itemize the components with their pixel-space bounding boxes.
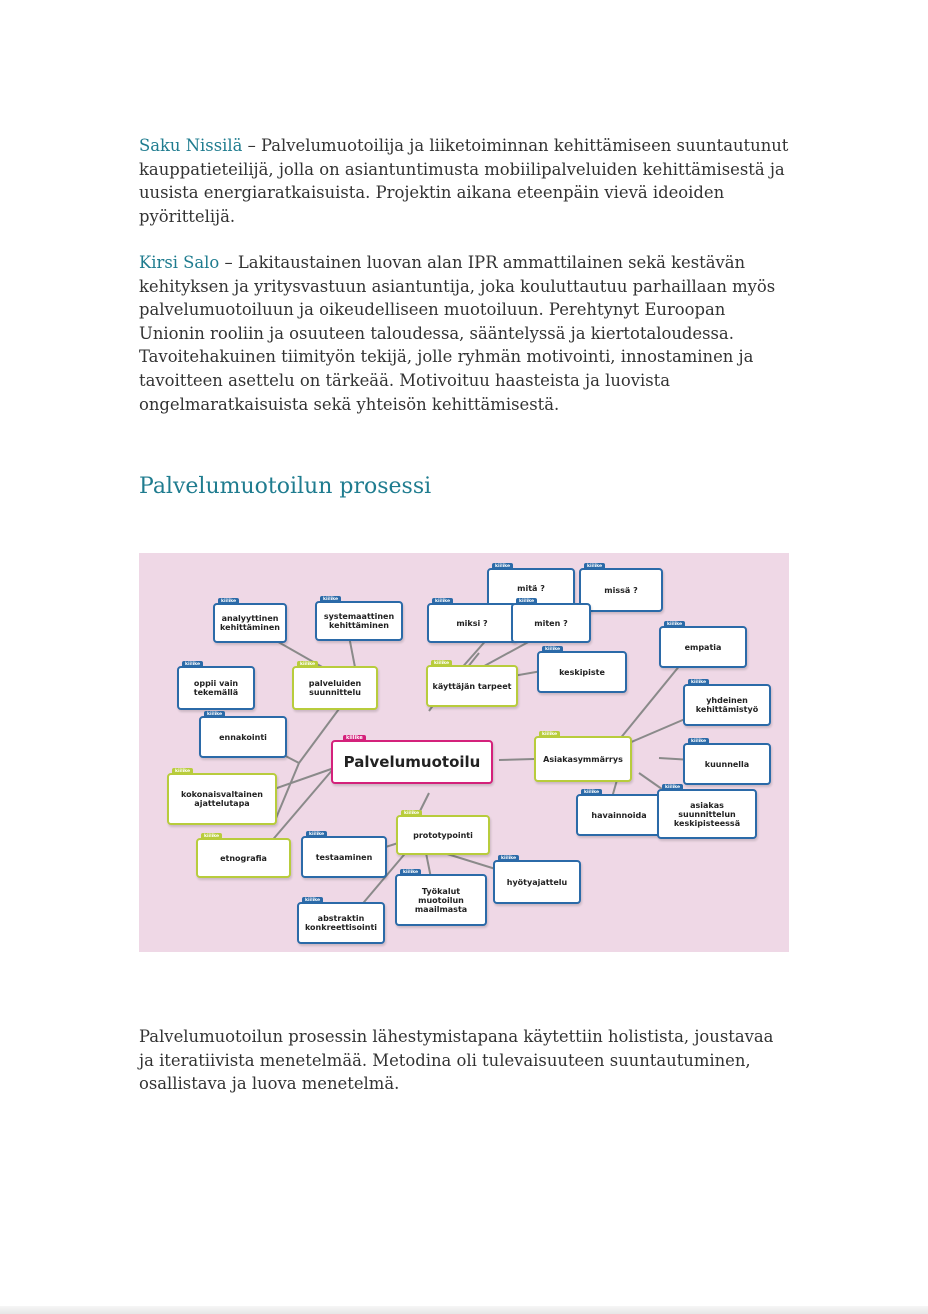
node-label: analyyttinen kehittäminen [220,614,280,632]
node-ennakointi [199,712,287,758]
node-tag: kiilike [688,738,709,745]
node-label: oppii vain tekemällä [193,679,239,697]
bio-text: – Palvelumuotoilija ja liiketoiminnan kehittämiseen suuntautunut kauppatieteilijä, jolla on asiantuntimusta mobiilipalveluiden kehittämisestä ja uusista energiaratkaisuista. Projektin aikana eteenpäin vievä ideoiden pyörittelijä. [139,136,789,226]
bio-name: Kirsi Salo [139,253,220,272]
node-kokonaisvaltainen [167,769,277,825]
bio-text: – Lakitaustainen luovan alan IPR ammattilainen sekä kestävän kehityksen ja yritysvastuun asiantuntija, joka kouluttautuu parhaillaan myös palvelumuotoiluun ja oikeudelliseen muotoiluun. Perehtynyt Euroopan Unionin rooliin ja osuuteen taloudessa, sääntelyssä ja kiertotaloudessa. Tavoitehakuinen tiimityön tekijä, jolle ryhmän motivointi, innostaminen ja tavoitteen asettelu on tärkeää. Motivoituu haasteista ja luovista ongelmaratkaisuista sekä yhteisön kehittämisestä. [139,253,776,414]
node-empatia [659,622,747,668]
node-label: asiakas suunnittelun keskipisteessä [673,800,741,828]
node-tag: kiilike [320,596,341,603]
node-tag: kiilike [498,855,519,862]
node-tag: kiilike [306,831,327,838]
node-tag: kiilike [204,711,225,718]
node-label: Työkalut muotoilun maailmasta [414,886,468,914]
node-asiakasymmarrys [534,732,632,782]
node-tag: kiilike [432,598,453,605]
node-kayttajan [426,661,518,707]
node-asiakas [657,785,757,839]
node-label: etnografia [220,853,267,863]
node-tag: kiilike [539,731,560,738]
node-abstraktin [297,898,385,944]
node-tag: kiilike [400,869,421,876]
node-label: empatia [684,642,722,652]
node-center-palvelumuotoilu [331,735,493,784]
node-tag: kiilike [581,789,602,796]
node-miten [511,599,591,643]
node-label: abstraktin konkreettisointi [304,914,378,932]
node-kuunnella [683,739,771,785]
node-oppii [177,662,255,710]
node-tag: kiilike [662,784,683,791]
closing-paragraph: Palvelumuotoilun prosessin lähestymistapana käytettiin holistista, joustavaa ja iteratiivista menetelmää. Metodina oli tulevaisuuteen suuntautuminen, osallistava ja luova menetelmä. [139,1027,774,1094]
node-tag: kiilike [401,810,422,817]
node-tag: kiilike [302,897,323,904]
node-tag: kiilike [664,621,685,628]
node-label: missä ? [604,585,638,595]
node-label: havainnoida [591,810,647,820]
node-keskipiste [537,647,627,693]
node-prototypointi [396,811,490,855]
node-tag: kiilike [182,661,203,668]
node-label: keskipiste [559,667,605,677]
node-yhdeinen [683,680,771,726]
node-analyyttinen [213,599,287,643]
node-miksi [427,599,517,643]
node-tag: kiilike [297,661,318,668]
node-tag: kiilike [343,735,366,742]
bio-name: Saku Nissilä [139,136,243,155]
node-hyotyajattelu [493,856,581,904]
node-tag: kiilike [201,833,222,840]
node-label: systemaattinen kehittäminen [323,612,395,630]
node-tag: kiilike [172,768,193,775]
mindmap-figure [139,553,789,952]
node-systemaattinen [315,597,403,641]
node-tag: kiilike [584,563,605,570]
node-label: kuunnella [704,759,750,769]
node-label: Palvelumuotoilu [343,752,481,771]
page-bottom-edge [0,1306,928,1314]
node-tag: kiilike [431,660,452,667]
node-havainnoida [576,790,662,836]
node-label: yhdeinen kehittämistyö [695,696,759,714]
node-missa [579,564,663,612]
node-label: testaaminen [315,852,373,862]
bio-saku-nissila [139,134,789,228]
node-testaaminen [301,832,387,878]
node-tag: kiilike [516,598,537,605]
node-tag: kiilike [542,646,563,653]
node-label: miksi ? [456,618,488,628]
node-label: ennakointi [219,732,267,742]
node-tyokalut [395,870,487,926]
node-palveluiden [292,662,378,710]
node-tag: kiilike [492,563,513,570]
node-etnografia [196,834,291,878]
node-label: käyttäjän tarpeet [432,681,512,691]
bio-kirsi-salo [139,251,789,416]
node-label: hyötyajattelu [506,877,568,887]
node-label: palveluiden suunnittelu [308,679,362,697]
node-tag: kiilike [218,598,239,605]
node-label: kokonaisvaltainen ajattelutapa [181,790,263,808]
node-label: prototypointi [413,830,473,840]
section-heading: Palvelumuotoilun prosessi [139,474,432,499]
node-label: miten ? [534,618,568,628]
node-tag: kiilike [688,679,709,686]
node-label: Asiakasymmärrys [543,754,623,764]
node-label: mitä ? [517,583,545,593]
